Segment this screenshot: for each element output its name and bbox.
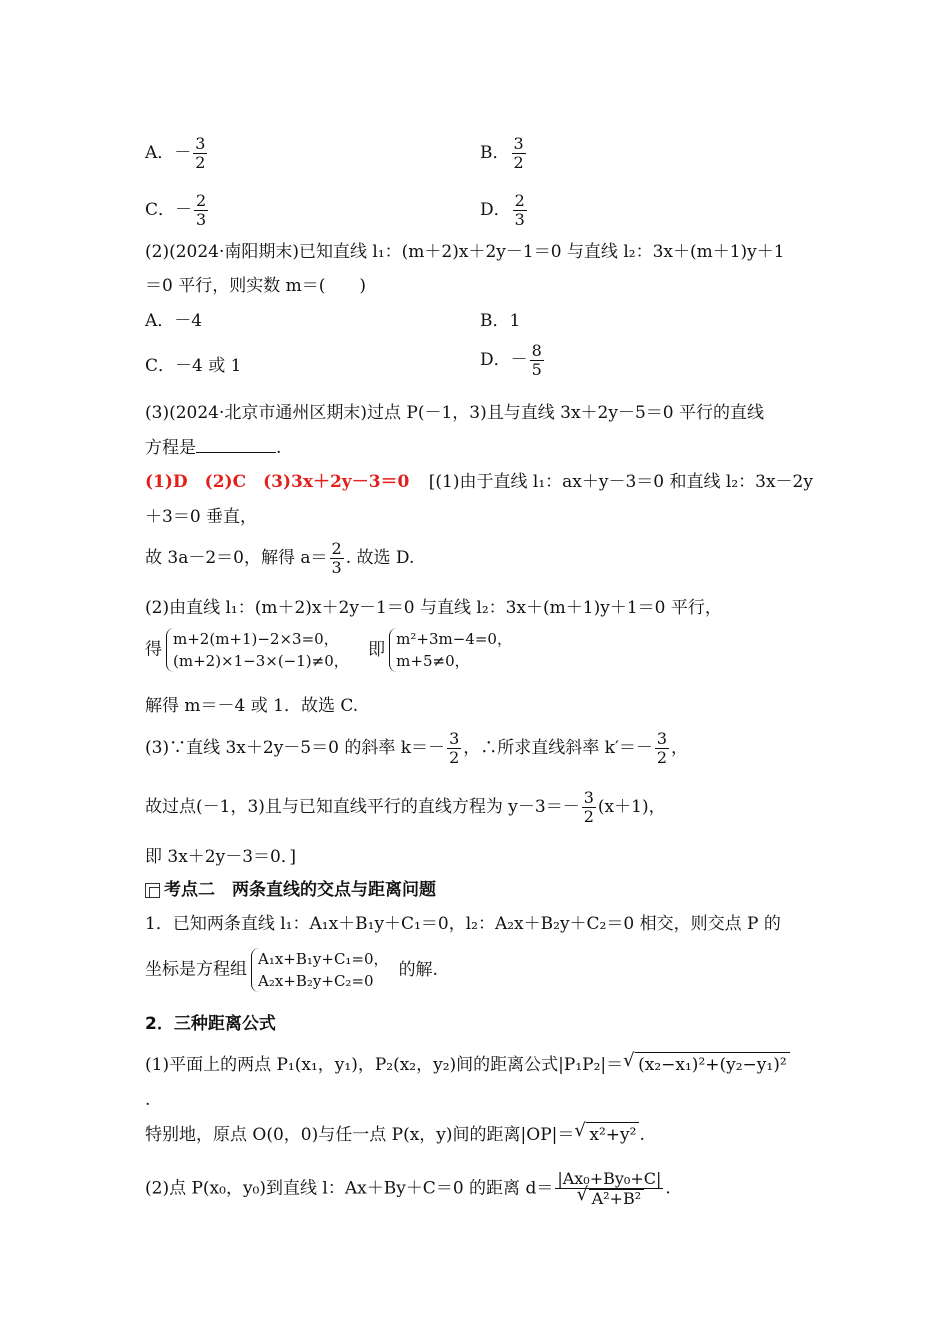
sqrt-expression: √ (x₂−x₁)²+(y₂−y₁)² <box>635 1052 790 1077</box>
section-icon <box>145 883 160 898</box>
fraction: $\frac{8}{5}$ <box>531 341 542 379</box>
q2-option-c: C．－4 或 1 <box>145 356 242 376</box>
sol3-line1: (3)∵直线 3x＋2y－5＝0 的斜率 k＝－ $\frac{3}{2}$ ，∴所求直线斜率 k′＝－ $\frac{3}{2}$ ， <box>145 729 689 767</box>
answer-blank <box>196 438 276 453</box>
equation-system: A₁x+B₁y+C₁=0， A₂x+B₂y+C₂=0 <box>251 948 389 992</box>
option-b: B． $\frac{3}{2}$ <box>480 134 524 172</box>
q2-stem-line1: (2)(2024·南阳期末)已知直线 l₁：(m＋2)x＋2y－1＝0 与直线 l₂：3x＋(m＋1)y＋1 <box>145 242 785 262</box>
fraction: $\frac{2}{3}$ <box>196 191 207 229</box>
s2-p2-line3: (2)点 P(x₀，y₀)到直线 l：Ax＋By＋C＝0 的距离 d＝ |Ax₀+By₀+C| √ A²+B² . <box>145 1170 671 1208</box>
section-heading: 考点二 两条直线的交点与距离问题 <box>145 878 436 902</box>
sol2-systems: 得 m+2(m+1)−2×3=0， (m+2)×1−3×(−1)≠0， 即 m²+3m−4=0， m+5≠0， <box>145 630 512 670</box>
q2-stem-line2: ＝0 平行，则实数 m＝( ) <box>145 276 367 296</box>
sol3-line2: 故过点(－1，3)且与已知直线平行的直线方程为 y－3＝－ $\frac{3}{2}$ (x＋1)， <box>145 788 666 826</box>
sol1-line3: 故 3a－2＝0，解得 a＝ $\frac{2}{3}$ . 故选 D. <box>145 539 415 577</box>
s2-p1-line2: 坐标是方程组 A₁x+B₁y+C₁=0， A₂x+B₂y+C₂=0 的解. <box>145 950 438 990</box>
fraction: $\frac{2}{3}$ <box>331 539 342 577</box>
fraction: $\frac{3}{2}$ <box>583 788 594 826</box>
fraction: $\frac{3}{2}$ <box>449 729 460 767</box>
option-d: D． $\frac{2}{3}$ <box>480 191 525 229</box>
distance-fraction: |Ax₀+By₀+C| √ A²+B² <box>555 1170 663 1208</box>
fraction: $\frac{3}{2}$ <box>656 729 668 767</box>
equation-system: m+2(m+1)−2×3=0， (m+2)×1−3×(−1)≠0， <box>166 628 349 672</box>
fraction: $\frac{2}{3}$ <box>514 191 525 229</box>
s2-p2-line1: (1)平面上的两点 P₁(x₁，y₁)，P₂(x₂，y₂)间的距离公式|P₁P₂|＝√ (x₂−x₁)²+(y₂−y₁)² <box>145 1052 790 1077</box>
fraction: $\frac{3}{2}$ <box>513 134 524 172</box>
fraction: $\frac{3}{2}$ <box>195 134 206 172</box>
sol2-line3: 解得 m＝－4 或 1．故选 C. <box>145 696 359 716</box>
q2-option-a: A．－4 <box>145 311 203 331</box>
q3-stem-line2: 方程是 . <box>145 438 282 458</box>
answer-key: (1)D (2)C (3)3x＋2y－3＝0 <box>145 472 410 492</box>
s2-p2-title: 2．三种距离公式 <box>145 1014 276 1034</box>
q2-option-d: D．－ $\frac{8}{5}$ <box>480 341 542 379</box>
s2-p1-line1: 1．已知两条直线 l₁：A₁x＋B₁y＋C₁＝0，l₂：A₂x＋B₂y＋C₂＝0 相交，则交点 P 的 <box>145 914 781 934</box>
option-label: A．－ <box>145 143 192 163</box>
s2-p2-line2: 特别地，原点 O(0，0)与任一点 P(x，y)间的距离|OP|＝√ x²+y² . <box>145 1122 645 1147</box>
sqrt-expression: √ x²+y² <box>586 1122 639 1147</box>
s2-p2-dot: . <box>145 1090 151 1110</box>
option-c: C．－ $\frac{2}{3}$ <box>145 191 207 229</box>
sol3-line3: 即 3x＋2y－3＝0．] <box>145 847 296 867</box>
answer-line: (1)D (2)C (3)3x＋2y－3＝0 [(1)由于直线 l₁：ax＋y－3＝0 和直线 l₂：3x－2y <box>145 472 813 492</box>
q2-option-b: B．1 <box>480 311 521 331</box>
sol1-line2: ＋3＝0 垂直， <box>145 507 258 527</box>
sol2-line1: (2)由直线 l₁：(m＋2)x＋2y－1＝0 与直线 l₂：3x＋(m＋1)y＋1＝0 平行， <box>145 598 722 618</box>
option-a <box>145 135 209 172</box>
equation-system: m²+3m−4=0， m+5≠0， <box>389 628 512 672</box>
q3-stem-line1: (3)(2024·北京市通州区期末)过点 P(－1，3)且与直线 3x＋2y－5＝0 平行的直线 <box>145 403 765 423</box>
